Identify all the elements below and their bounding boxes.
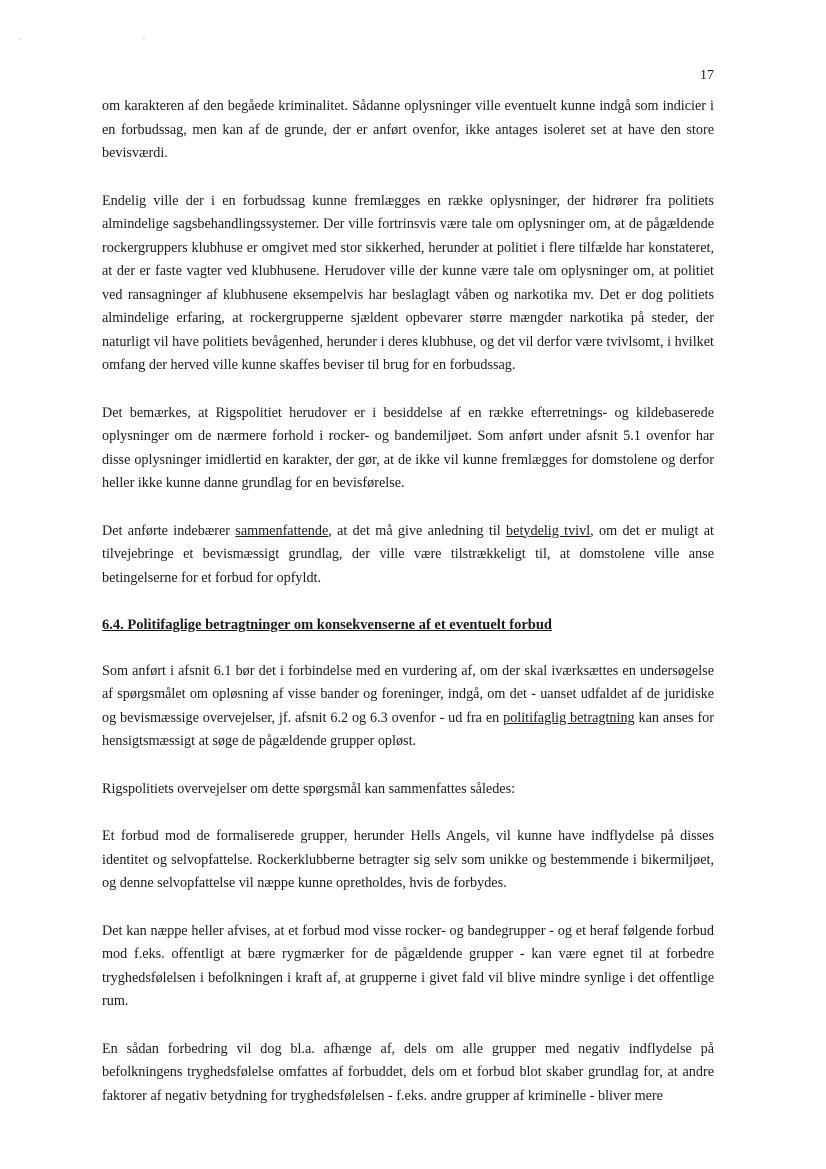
underlined-betydelig-tvivl: betydelig tvivl xyxy=(506,522,591,539)
underlined-sammenfattende: sammenfattende xyxy=(235,522,329,539)
scan-marks: · · xyxy=(18,35,206,44)
paragraph-4 xyxy=(102,520,714,591)
section-heading: 6.4. Politifaglige betragtninger om konsekvenserne af et eventuelt forbud xyxy=(102,617,552,633)
paragraph-4-text-2: , at det må give anledning til xyxy=(328,522,507,539)
paragraph-1: om karakteren af den begåede kriminalitet. Sådanne oplysninger ville eventuelt kunne indgå som indicier i en forbudssag, men kan af de grunde, der er anført ovenfor, ikke antages isoleret set at have den store bevisværdi. xyxy=(102,98,714,161)
paragraph-9: En sådan forbedring vil dog bl.a. afhænge af, dels om alle grupper med negativ indflydelse på befolkningens tryghedsfølelse omfattes af forbuddet, dels om et forbud blot skaber grundlag for, at andre faktorer af negativ betydning for tryghedsfølelsen - f.eks. andre grupper af kriminelle - bliver mere xyxy=(102,1040,714,1104)
paragraph-5 xyxy=(102,660,714,754)
paragraph-6: Rigspolitiets overvejelser om dette spørgsmål kan sammenfattes således: xyxy=(102,780,516,797)
paragraph-3: Det bemærkes, at Rigspolitiet herudover er i besiddelse af en række efterretnings- og kildebaserede oplysninger om de nærmere forhold i rocker- og bandemiljøet. Som anført under afsnit 5.1 ovenfor har disse oplysninger imidlertid en karakter, der gør, at de ikke vil kunne fremlægges for domstolene og derfor heller ikke kunne danne grundlag for en bevisførelse. xyxy=(102,404,714,491)
paragraph-4-text-1: Det anførte indebærer xyxy=(102,522,236,539)
paragraph-2: Endelig ville der i en forbudssag kunne fremlægges en række oplysninger, der hidrører fra politiets almindelige sagsbehandlingssystemer. Der ville fortrinsvis være tale om oplysninger om, at de pågældende rockergruppers klubhuse er omgivet med stor sikkerhed, herunder at politiet i flere tilfælde har konstateret, at der er faste vagter ved klubhusene. Herudover ville der kunne være tale om oplysninger om, at politiet ved ransagninger af klubhusene eksempelvis har beslaglagt våben og narkotika mv. Det er dog politiets almindelige erfaring, at rockergrupperne sjældent opbevarer større mængder narkotika på steder, der naturligt vil have politiets bevågenhed, herunder i deres klubhuse, og det vil derfor være tvivlsomt, i hvilket omfang der herved ville kunne skaffes beviser til brug for en forbudssag. xyxy=(102,192,714,373)
paragraph-5-text-1: Som anført i afsnit 6.1 bør det i forbindelse med en vurdering af, om der skal iværksættes en undersøgelse af spørgsmålet om opløsning af visse bander og foreninger, indgå, om det - uanset udfaldet af de juridiske og bevismæssige overvejelser, jf. afsnit 6.2 og 6.3 ovenfor - ud fra en xyxy=(102,662,714,726)
paragraph-5-text-2: kan anses for hensigtsmæssigt at søge de pågældende grupper opløst. xyxy=(102,709,714,749)
page-number: 17 xyxy=(700,68,714,83)
paragraph-8: Det kan næppe heller afvises, at et forbud mod visse rocker- og bandegrupper - og et heraf følgende forbud mod f.eks. offentligt at bære rygmærker for de pågældende grupper - kan være egnet til at forbedre tryghedsfølelsen i befolkningen i kraft af, at grupperne i givet fald vil blive mindre synlige i det offentlige rum. xyxy=(102,922,714,1009)
document-body xyxy=(102,95,714,1132)
paragraph-7: Et forbud mod de formaliserede grupper, herunder Hells Angels, vil kunne have indflydelse på disses identitet og selvopfattelse. Rockerklubberne betragter sig selv som unikke og bestemmende i bikermiljøet, og denne selvopfattelse vil næppe kunne opretholdes, hvis de forbydes. xyxy=(102,828,714,891)
paragraph-4-text-3: , om det er muligt at tilvejebringe et bevismæssigt grundlag, der ville være tilstrækkeligt til, at domstolene ville anse betingelserne for et forbud for opfyldt. xyxy=(102,522,715,586)
underlined-politifaglig-betragtning: politifaglig betragtning xyxy=(503,709,635,726)
